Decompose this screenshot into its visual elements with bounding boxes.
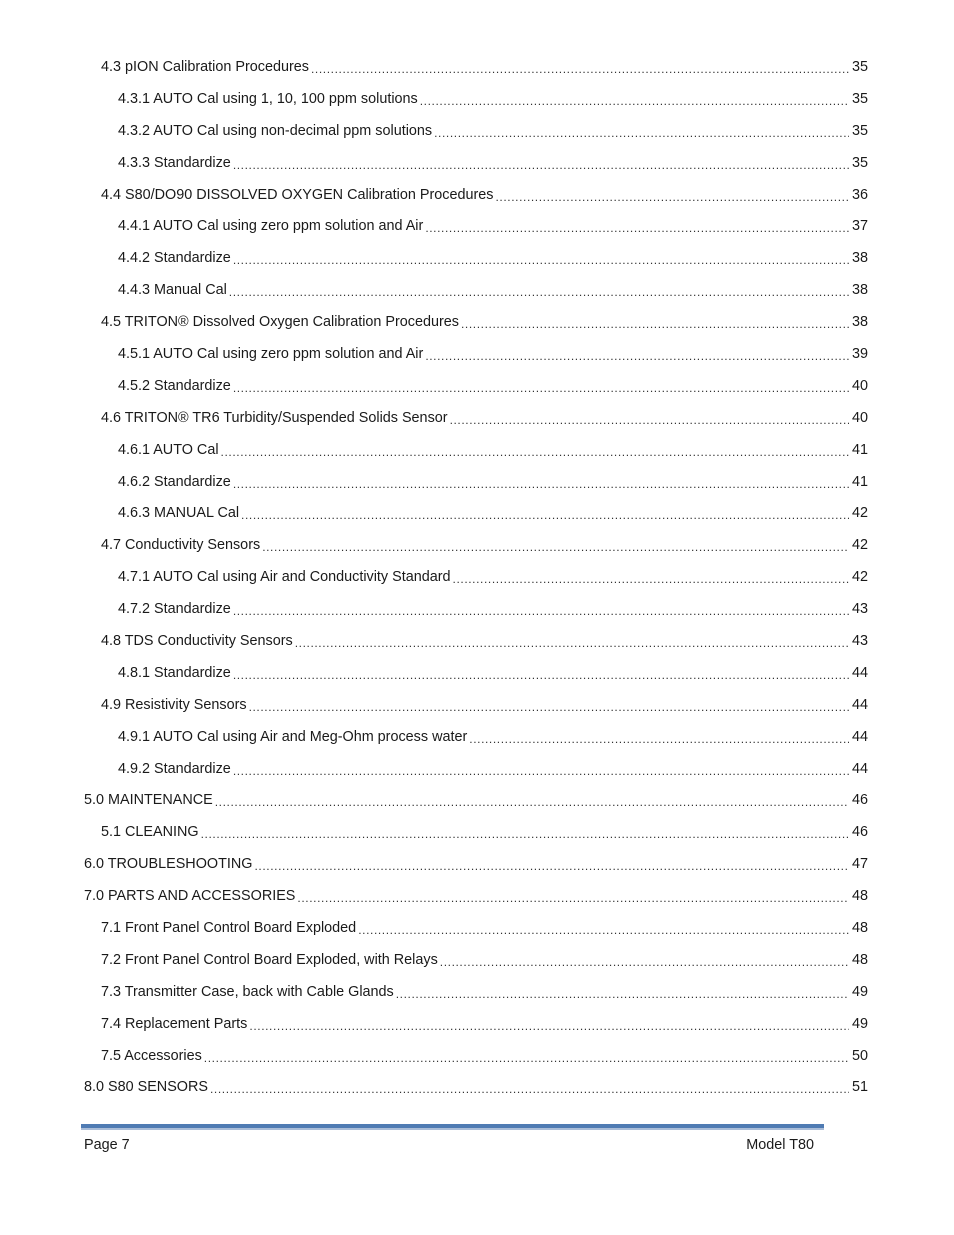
toc-dot-leader xyxy=(425,219,849,233)
toc-entry[interactable] xyxy=(0,880,954,912)
toc-entry-page: 37 xyxy=(851,218,868,235)
toc-entry[interactable] xyxy=(0,912,954,944)
toc-entry[interactable] xyxy=(0,753,954,785)
footer-divider xyxy=(81,1124,824,1130)
toc-entry-title: 4.5 TRITON® Dissolved Oxygen Calibration Procedures xyxy=(101,314,459,331)
toc-entry-title: 4.9 Resistivity Sensors xyxy=(101,696,247,713)
toc-entry-page: 43 xyxy=(851,601,868,618)
toc-entry-title: 4.6 TRITON® TR6 Turbidity/Suspended Solids Sensor xyxy=(101,409,448,426)
toc-entry[interactable] xyxy=(0,210,954,242)
toc-entry-title: 7.5 Accessories xyxy=(101,1047,202,1064)
toc-entry-page: 40 xyxy=(851,409,868,426)
toc-entry-page: 38 xyxy=(851,282,868,299)
toc-dot-leader xyxy=(233,251,849,265)
footer-model-name: Model T80 xyxy=(746,1137,814,1153)
toc-entry-title: 4.3.1 AUTO Cal using 1, 10, 100 ppm solutions xyxy=(118,90,418,107)
toc-entry-page: 35 xyxy=(851,90,868,107)
toc-entry-title: 6.0 TROUBLESHOOTING xyxy=(84,856,253,873)
toc-dot-leader xyxy=(233,156,849,170)
toc-entry-title: 4.4.2 Standardize xyxy=(118,250,231,267)
toc-entry[interactable] xyxy=(0,115,954,147)
toc-entry-title: 4.3.2 AUTO Cal using non-decimal ppm solutions xyxy=(118,122,433,139)
toc-dot-leader xyxy=(233,379,849,393)
toc-entry-title: 4.7 Conductivity Sensors xyxy=(101,537,261,554)
toc-entry-title: 7.0 PARTS AND ACCESSORIES xyxy=(84,888,296,905)
toc-entry[interactable] xyxy=(0,944,954,976)
toc-dot-leader xyxy=(233,666,849,680)
toc-entry-page: 48 xyxy=(851,888,868,905)
toc-entry[interactable] xyxy=(0,434,954,466)
toc-entry-page: 35 xyxy=(851,58,868,75)
toc-entry-page: 49 xyxy=(851,1015,868,1032)
toc-entry-title: 4.8.1 Standardize xyxy=(118,664,231,681)
toc-entry-page: 35 xyxy=(851,154,868,171)
toc-dot-leader xyxy=(221,443,849,457)
toc-entry-page: 44 xyxy=(851,664,868,681)
toc-entry[interactable] xyxy=(0,1040,954,1072)
toc-entry-page: 46 xyxy=(851,824,868,841)
toc-entry-page: 36 xyxy=(851,186,868,203)
toc-entry[interactable] xyxy=(0,497,954,529)
toc-dot-leader xyxy=(434,124,849,138)
toc-dot-leader xyxy=(453,570,849,584)
toc-dot-leader xyxy=(215,793,849,807)
toc-entry[interactable] xyxy=(0,370,954,402)
toc-entry[interactable] xyxy=(0,306,954,338)
toc-dot-leader xyxy=(229,283,849,297)
toc-entry[interactable] xyxy=(0,466,954,498)
toc-entry[interactable] xyxy=(0,338,954,370)
toc-entry-title: 4.7.2 Standardize xyxy=(118,601,231,618)
toc-entry-title: 4.9.2 Standardize xyxy=(118,760,231,777)
toc-entry[interactable] xyxy=(0,51,954,83)
toc-dot-leader xyxy=(396,985,849,999)
toc-entry-page: 39 xyxy=(851,345,868,362)
toc-entry-title: 5.1 CLEANING xyxy=(101,824,199,841)
toc-entry-page: 48 xyxy=(851,951,868,968)
toc-entry[interactable] xyxy=(0,179,954,211)
toc-dot-leader xyxy=(241,506,849,520)
toc-entry-title: 4.4.3 Manual Cal xyxy=(118,282,227,299)
toc-entry-title: 7.4 Replacement Parts xyxy=(101,1015,248,1032)
toc-entry[interactable] xyxy=(0,147,954,179)
toc-entry[interactable] xyxy=(0,657,954,689)
toc-entry[interactable] xyxy=(0,529,954,561)
toc-entry[interactable] xyxy=(0,242,954,274)
toc-entry-page: 48 xyxy=(851,919,868,936)
toc-entry[interactable] xyxy=(0,593,954,625)
toc-entry-title: 7.2 Front Panel Control Board Exploded, with Relays xyxy=(101,951,438,968)
toc-entry[interactable] xyxy=(0,625,954,657)
toc-dot-leader xyxy=(233,762,849,776)
toc-entry[interactable] xyxy=(0,976,954,1008)
toc-entry-title: 4.6.3 MANUAL Cal xyxy=(118,505,240,522)
toc-entry-title: 7.3 Transmitter Case, back with Cable Glands xyxy=(101,983,394,1000)
toc-entry-page: 44 xyxy=(851,728,868,745)
toc-entry-page: 51 xyxy=(851,1079,868,1096)
toc-dot-leader xyxy=(204,1049,849,1063)
toc-dot-leader xyxy=(420,92,849,106)
toc-dot-leader xyxy=(469,730,849,744)
toc-entry-title: 4.5.2 Standardize xyxy=(118,377,231,394)
toc-dot-leader xyxy=(233,475,849,489)
toc-entry-page: 42 xyxy=(851,537,868,554)
toc-entry[interactable] xyxy=(0,1072,954,1104)
toc-entry[interactable] xyxy=(0,402,954,434)
toc-entry[interactable] xyxy=(0,1008,954,1040)
footer-page-number: Page 7 xyxy=(84,1137,130,1153)
toc-dot-leader xyxy=(440,953,849,967)
toc-dot-leader xyxy=(297,889,849,903)
toc-dot-leader xyxy=(461,315,849,329)
toc-dot-leader xyxy=(254,857,849,871)
toc-entry-page: 42 xyxy=(851,569,868,586)
toc-entry-page: 38 xyxy=(851,250,868,267)
toc-entry-title: 4.3.3 Standardize xyxy=(118,154,231,171)
toc-entry-page: 44 xyxy=(851,760,868,777)
toc-entry-title: 4.4 S80/DO90 DISSOLVED OXYGEN Calibration Procedures xyxy=(101,186,494,203)
toc-entry-page: 44 xyxy=(851,696,868,713)
toc-entry-title: 4.5.1 AUTO Cal using zero ppm solution and Air xyxy=(118,345,424,362)
toc-entry-page: 43 xyxy=(851,632,868,649)
toc-entry[interactable] xyxy=(0,83,954,115)
toc-entry[interactable] xyxy=(0,816,954,848)
table-of-contents xyxy=(0,51,954,1103)
toc-dot-leader xyxy=(295,634,849,648)
toc-entry-page: 42 xyxy=(851,505,868,522)
toc-dot-leader xyxy=(262,538,849,552)
toc-entry-page: 41 xyxy=(851,441,868,458)
toc-entry[interactable] xyxy=(0,848,954,880)
toc-entry-title: 4.3 pION Calibration Procedures xyxy=(101,58,309,75)
toc-entry-page: 40 xyxy=(851,377,868,394)
toc-entry-page: 47 xyxy=(851,856,868,873)
toc-dot-leader xyxy=(311,60,849,74)
toc-entry[interactable] xyxy=(0,274,954,306)
toc-entry-title: 5.0 MAINTENANCE xyxy=(84,792,213,809)
toc-dot-leader xyxy=(201,825,849,839)
toc-dot-leader xyxy=(249,698,849,712)
toc-entry[interactable] xyxy=(0,689,954,721)
toc-dot-leader xyxy=(233,602,849,616)
toc-entry-title: 7.1 Front Panel Control Board Exploded xyxy=(101,919,357,936)
toc-dot-leader xyxy=(249,1017,849,1031)
toc-dot-leader xyxy=(210,1080,849,1094)
toc-entry-page: 41 xyxy=(851,473,868,490)
toc-dot-leader xyxy=(425,347,849,361)
toc-entry-page: 35 xyxy=(851,122,868,139)
toc-entry[interactable] xyxy=(0,784,954,816)
toc-entry[interactable] xyxy=(0,721,954,753)
toc-entry-page: 50 xyxy=(851,1047,868,1064)
footer-divider-secondary xyxy=(81,1128,824,1130)
toc-dot-leader xyxy=(450,411,849,425)
toc-entry-title: 8.0 S80 SENSORS xyxy=(84,1079,208,1096)
toc-entry-title: 4.8 TDS Conductivity Sensors xyxy=(101,632,293,649)
toc-entry-page: 49 xyxy=(851,983,868,1000)
toc-entry-title: 4.7.1 AUTO Cal using Air and Conductivity Standard xyxy=(118,569,451,586)
toc-dot-leader xyxy=(358,921,849,935)
toc-entry-page: 46 xyxy=(851,792,868,809)
toc-entry-title: 4.6.1 AUTO Cal xyxy=(118,441,219,458)
toc-entry-title: 4.4.1 AUTO Cal using zero ppm solution and Air xyxy=(118,218,424,235)
toc-entry-title: 4.9.1 AUTO Cal using Air and Meg-Ohm process water xyxy=(118,728,468,745)
toc-entry[interactable] xyxy=(0,561,954,593)
toc-entry-title: 4.6.2 Standardize xyxy=(118,473,231,490)
toc-entry-page: 38 xyxy=(851,314,868,331)
toc-dot-leader xyxy=(495,188,849,202)
